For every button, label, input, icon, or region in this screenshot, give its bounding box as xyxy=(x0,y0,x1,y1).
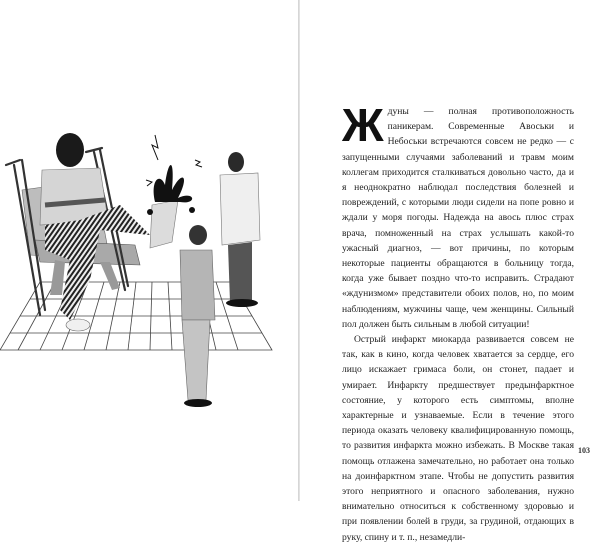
leg-cast xyxy=(150,200,178,248)
left-page xyxy=(0,0,298,501)
paragraph-2: Острый инфаркт миокарда развивается совсем не так, как в кино, когда человек хватается за сердце, его лицо искажает гримаса боли, он стонет, падает и умирает. Инфаркту предшествует предынфарктное состояние, у которого есть симптомы, вполне характерные и узнаваемые. Если в течение этого периода оказать человеку квалифицированную помощь, то развития инфаркта можно избежать. В Москве такая помощь отлажена замечательно, но работает она только на доинфарктном этапе. Чтобы не допустить развития этого неприятного и опасного заболевания, нужно внимательно относиться к собственному здоровью и при появлении болей в груди, за грудиной, отдающих в руку, спину и т. п., незамедли- xyxy=(342,334,574,543)
drop-cap: Ж xyxy=(342,99,384,151)
doctor xyxy=(220,152,260,307)
page-number: 103 xyxy=(578,446,590,455)
collage-illustration xyxy=(0,110,280,410)
paragraph-1 xyxy=(342,99,574,332)
body-text xyxy=(342,99,574,545)
paragraph-1-text: дуны — полная противоположность паникерам. Современные Авоськи и Небоськи встречаются совсем не редко — с запущенными случаями заболеваний и травм моим коллегам приходится сталкиваться довольно часто, да и я неоднократно наблюдал последствия болезней и повреждений, с которыми люди сидели на попе ровно и ждали у моря погоды. Надежда на авось плюс страх врача, помноженный на страх услышать какой-то ужасный диагноз, — вот причины, по которым некоторые пациенты обращаются в больницу тогда, когда уже бывает поздно что-то исправить. Страдают «ждунизмом» представители обоих полов, но, по моим наблюдениям, мужчины чаще, чем женщины. Сильный пол должен быть сильным в любой ситуации! xyxy=(342,106,574,330)
nurse xyxy=(180,225,215,407)
